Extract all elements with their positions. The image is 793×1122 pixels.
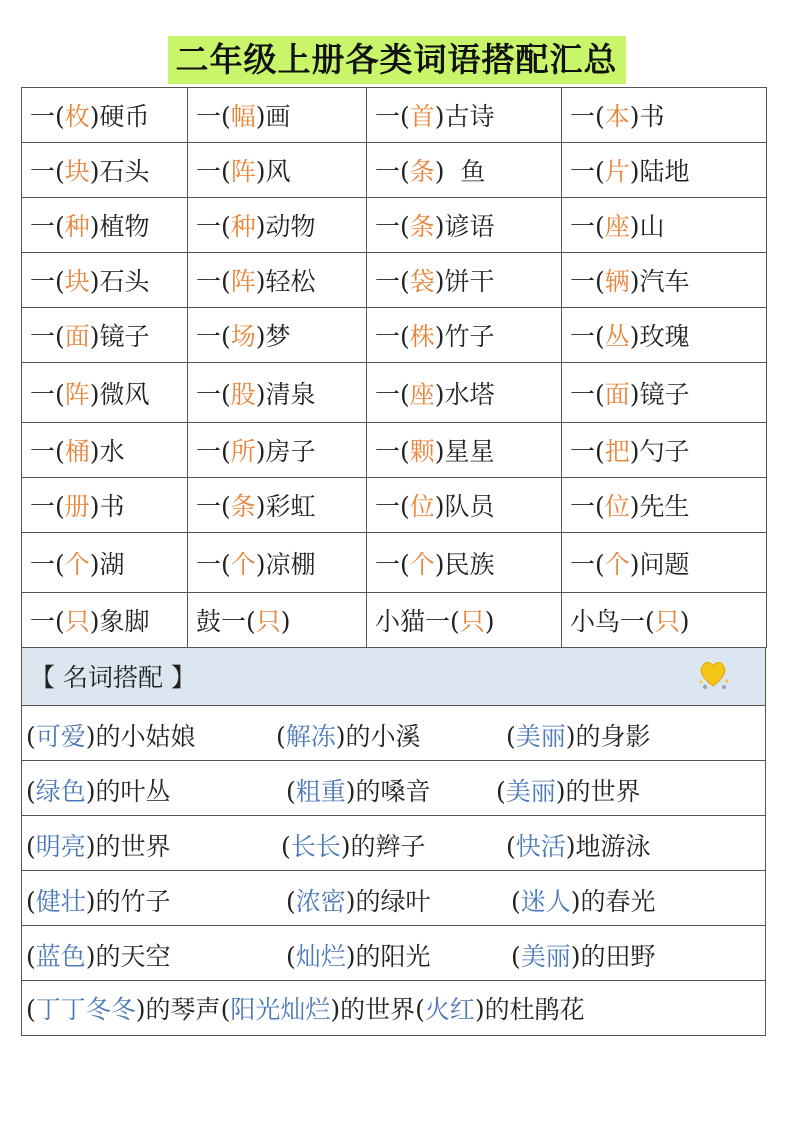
table-cell <box>562 308 767 363</box>
adjective-word: 浓密 <box>295 887 346 916</box>
table-row <box>22 363 767 423</box>
phrase-suffix: )湖 <box>89 549 125 579</box>
phrase-suffix: )玫瑰 <box>629 322 690 351</box>
table-cell <box>188 88 367 143</box>
paren: ( <box>286 777 296 806</box>
measure-word: 块 <box>64 157 90 186</box>
phrase-prefix: 一( <box>196 157 231 186</box>
paren: ) <box>330 995 341 1024</box>
phrase-prefix: 小鸟一( <box>570 607 655 636</box>
paren: ( <box>506 832 516 861</box>
noun-word: 的辫子 <box>350 832 426 861</box>
table-cell <box>22 363 188 423</box>
phrase-prefix: 一( <box>30 379 65 409</box>
phrase-suffix: )石头 <box>89 267 150 296</box>
measure-word: 只 <box>459 607 485 636</box>
table-cell <box>562 198 767 253</box>
phrase-prefix: 一( <box>570 549 605 579</box>
phrase-prefix: 一( <box>570 212 605 241</box>
phrase-prefix: 小猫一( <box>375 607 460 636</box>
measure-word: 个 <box>64 549 90 579</box>
noun-phrase <box>26 882 171 918</box>
measure-word: 辆 <box>604 267 630 296</box>
phrase-suffix: ) <box>679 607 690 636</box>
noun-word: 的琴声 <box>145 995 221 1024</box>
table-cell <box>367 478 562 533</box>
paren: ) <box>335 722 346 751</box>
phrase-suffix: )陆地 <box>629 157 690 186</box>
phrase-suffix: )硬币 <box>89 102 150 131</box>
table-cell <box>188 593 367 648</box>
table-cell <box>562 363 767 423</box>
measure-word: 种 <box>230 212 256 241</box>
noun-word: 的竹子 <box>95 887 171 916</box>
phrase-suffix: )水 <box>89 437 125 466</box>
table-cell <box>188 478 367 533</box>
paren: ) <box>565 722 576 751</box>
table-cell <box>562 253 767 308</box>
noun-phrase <box>415 990 585 1026</box>
adjective-word: 粗重 <box>295 777 346 806</box>
noun-phrase-cell <box>22 706 766 761</box>
paren: ( <box>26 832 36 861</box>
phrase-suffix: )勺子 <box>629 437 690 466</box>
table-row <box>22 423 767 478</box>
measure-word: 个 <box>604 549 630 579</box>
paren: ( <box>26 887 36 916</box>
phrase-prefix: 一( <box>375 549 410 579</box>
phrase-prefix: 一( <box>30 437 65 466</box>
noun-phrase <box>26 827 171 863</box>
noun-phrase <box>496 772 641 808</box>
phrase-prefix: 一( <box>570 437 605 466</box>
phrase-prefix: 一( <box>196 379 231 409</box>
adjective-word: 解冻 <box>285 722 336 751</box>
table-row <box>22 533 767 593</box>
table-cell <box>367 198 562 253</box>
table-row <box>22 871 766 926</box>
table-cell <box>22 88 188 143</box>
table-cell <box>22 308 188 363</box>
table-cell <box>22 478 188 533</box>
phrase-suffix: )竹子 <box>434 322 495 351</box>
noun-word: 的田野 <box>580 942 656 971</box>
phrase-prefix: 一( <box>30 157 65 186</box>
noun-word: 的小溪 <box>345 722 421 751</box>
table-cell <box>188 253 367 308</box>
phrase-suffix: )饼干 <box>434 267 495 296</box>
table-cell <box>367 423 562 478</box>
noun-phrase <box>221 990 416 1026</box>
table-cell <box>22 533 188 593</box>
adjective-word: 迷人 <box>520 887 571 916</box>
adjective-word: 快活 <box>515 832 566 861</box>
paren: ) <box>85 832 96 861</box>
noun-phrase-table <box>21 705 766 1036</box>
table-cell <box>367 308 562 363</box>
phrase-prefix: 一( <box>30 212 65 241</box>
phrase-suffix: ) <box>280 607 291 636</box>
table-cell <box>188 143 367 198</box>
paren: ( <box>26 722 36 751</box>
paren: ) <box>565 832 576 861</box>
noun-phrase <box>511 937 656 973</box>
table-cell <box>562 533 767 593</box>
phrase-suffix: )风 <box>255 157 291 186</box>
table-cell <box>367 533 562 593</box>
table-cell <box>188 198 367 253</box>
noun-phrase-cell <box>22 871 766 926</box>
table-cell <box>367 253 562 308</box>
phrase-suffix: )凉棚 <box>255 549 316 579</box>
phrase-suffix: )微风 <box>89 379 150 409</box>
phrase-prefix: 一( <box>196 549 231 579</box>
page-title: 二年级上册各类词语搭配汇总 <box>168 36 626 84</box>
phrase-prefix: 一( <box>375 322 410 351</box>
phrase-suffix: )镜子 <box>89 322 150 351</box>
phrase-suffix: )古诗 <box>434 102 495 131</box>
table-cell <box>562 593 767 648</box>
phrase-prefix: 一( <box>375 437 410 466</box>
table-row <box>22 253 767 308</box>
measure-word: 只 <box>255 607 281 636</box>
measure-word: 座 <box>409 379 435 409</box>
table-row <box>22 198 767 253</box>
paren: ( <box>286 942 296 971</box>
paren: ( <box>220 995 231 1024</box>
paren: ) <box>85 942 96 971</box>
measure-word: 面 <box>604 379 630 409</box>
phrase-prefix: 一( <box>196 322 231 351</box>
paren: ) <box>85 722 96 751</box>
noun-phrase <box>506 827 651 863</box>
phrase-suffix: )谚语 <box>434 212 495 241</box>
adjective-word: 蓝色 <box>35 942 86 971</box>
adjective-word: 丁丁冬冬 <box>35 995 136 1024</box>
phrase-prefix: 一( <box>196 102 231 131</box>
adjective-word: 健壮 <box>35 887 86 916</box>
adjective-word: 长长 <box>290 832 341 861</box>
phrase-prefix: 一( <box>30 102 65 131</box>
adjective-word: 明亮 <box>35 832 86 861</box>
table-cell <box>562 88 767 143</box>
paren: ( <box>506 722 516 751</box>
phrase-suffix: )星星 <box>434 437 495 466</box>
table-cell <box>562 423 767 478</box>
measure-word: 面 <box>64 322 90 351</box>
paren: ( <box>281 832 291 861</box>
measure-word: 株 <box>409 322 435 351</box>
table-cell <box>188 423 367 478</box>
measure-word: 块 <box>64 267 90 296</box>
paren: ) <box>85 887 96 916</box>
table-cell <box>188 308 367 363</box>
measure-word: 阵 <box>230 157 256 186</box>
measure-word: 阵 <box>230 267 256 296</box>
noun-word: 的小姑娘 <box>95 722 196 751</box>
phrase-prefix: 一( <box>375 492 410 521</box>
measure-word: 幅 <box>230 102 256 131</box>
section-title: 【 名词搭配 】 <box>30 663 196 692</box>
measure-word: 个 <box>409 549 435 579</box>
noun-phrase <box>506 717 651 753</box>
phrase-prefix: 一( <box>375 212 410 241</box>
measure-word: 颗 <box>409 437 435 466</box>
paren: ( <box>511 942 521 971</box>
noun-phrase-cell <box>22 926 766 981</box>
paren: ) <box>570 887 581 916</box>
paren: ( <box>511 887 521 916</box>
phrase-prefix: 一( <box>570 379 605 409</box>
table-cell <box>367 363 562 423</box>
paren: ) <box>340 832 351 861</box>
paren: ( <box>26 995 36 1024</box>
paren: ( <box>276 722 286 751</box>
table-row <box>22 706 766 761</box>
measure-word: 册 <box>64 492 90 521</box>
paren: ) <box>85 777 96 806</box>
phrase-suffix: )汽车 <box>629 267 690 296</box>
noun-phrase <box>26 937 171 973</box>
table-row <box>22 761 766 816</box>
phrase-suffix: )队员 <box>434 492 495 521</box>
table-cell <box>22 198 188 253</box>
phrase-prefix: 一( <box>375 157 410 186</box>
measure-word: 条 <box>409 157 435 186</box>
noun-phrase <box>26 717 196 753</box>
noun-phrase-cell <box>22 981 766 1036</box>
table-cell <box>22 143 188 198</box>
measure-word-table <box>21 87 767 648</box>
noun-phrase <box>26 990 221 1026</box>
phrase-suffix: )梦 <box>255 322 291 351</box>
table-row <box>22 593 767 648</box>
table-row <box>22 308 767 363</box>
phrase-prefix: 一( <box>375 379 410 409</box>
phrase-prefix: 一( <box>196 267 231 296</box>
measure-word: 场 <box>230 322 256 351</box>
paren: ) <box>135 995 146 1024</box>
phrase-prefix: 一( <box>196 492 231 521</box>
phrase-suffix: )问题 <box>629 549 690 579</box>
paren: ( <box>26 942 36 971</box>
phrase-suffix: )民族 <box>434 549 495 579</box>
phrase-prefix: 一( <box>30 607 65 636</box>
paren: ) <box>555 777 566 806</box>
phrase-prefix: 一( <box>570 102 605 131</box>
phrase-suffix: ) 鱼 <box>434 157 486 186</box>
paren: ( <box>415 995 425 1024</box>
noun-word: 的世界 <box>565 777 641 806</box>
measure-word: 丛 <box>604 322 630 351</box>
phrase-suffix: )镜子 <box>629 379 690 409</box>
title-wrap <box>0 36 793 84</box>
noun-phrase-cell <box>22 816 766 871</box>
noun-word: 的世界 <box>95 832 171 861</box>
phrase-prefix: 一( <box>30 267 65 296</box>
table-cell <box>22 253 188 308</box>
phrase-prefix: 一( <box>570 322 605 351</box>
table-row <box>22 926 766 981</box>
table-row <box>22 981 766 1036</box>
phrase-prefix: 一( <box>570 267 605 296</box>
adjective-word: 绿色 <box>35 777 86 806</box>
adjective-word: 美丽 <box>505 777 556 806</box>
noun-phrase <box>286 772 431 808</box>
noun-word: 的春光 <box>580 887 656 916</box>
phrase-prefix: 一( <box>30 549 65 579</box>
phrase-suffix: )彩虹 <box>255 492 316 521</box>
phrase-suffix: )动物 <box>255 212 316 241</box>
phrase-suffix: )植物 <box>89 212 150 241</box>
noun-section-header <box>21 648 766 705</box>
paren: ) <box>345 887 356 916</box>
measure-word: 阵 <box>64 379 90 409</box>
phrase-suffix: )山 <box>629 212 665 241</box>
paren: ( <box>26 777 36 806</box>
measure-word: 种 <box>64 212 90 241</box>
adjective-word: 可爱 <box>35 722 86 751</box>
phrase-suffix: )画 <box>255 102 291 131</box>
measure-word: 只 <box>654 607 680 636</box>
phrase-suffix: )象脚 <box>89 607 150 636</box>
phrase-prefix: 一( <box>570 157 605 186</box>
table-cell <box>367 593 562 648</box>
phrase-suffix: )先生 <box>629 492 690 521</box>
table-cell <box>562 143 767 198</box>
paren: ) <box>570 942 581 971</box>
table-cell <box>22 593 188 648</box>
noun-word: 地游泳 <box>575 832 651 861</box>
adjective-word: 美丽 <box>515 722 566 751</box>
noun-word: 的杜鹃花 <box>484 995 585 1024</box>
table-cell <box>188 363 367 423</box>
table-cell <box>562 478 767 533</box>
measure-word: 枚 <box>64 102 90 131</box>
measure-word: 位 <box>604 492 630 521</box>
table-row <box>22 478 767 533</box>
table-cell <box>22 423 188 478</box>
noun-word: 的阳光 <box>355 942 431 971</box>
phrase-prefix: 鼓一( <box>196 607 256 636</box>
measure-word: 桶 <box>64 437 90 466</box>
phrase-suffix: )清泉 <box>255 379 316 409</box>
measure-word: 片 <box>604 157 630 186</box>
measure-word: 座 <box>604 212 630 241</box>
phrase-suffix: )石头 <box>89 157 150 186</box>
measure-word: 个 <box>230 549 256 579</box>
noun-word: 的绿叶 <box>355 887 431 916</box>
measure-word: 条 <box>409 212 435 241</box>
measure-word: 只 <box>64 607 90 636</box>
phrase-prefix: 一( <box>196 437 231 466</box>
measure-word: 袋 <box>409 267 435 296</box>
heart-sparkle-icon <box>697 656 731 692</box>
phrase-prefix: 一( <box>375 267 410 296</box>
adjective-word: 火红 <box>424 995 475 1024</box>
noun-phrase <box>281 827 426 863</box>
noun-word: 的世界 <box>340 995 416 1024</box>
noun-phrase <box>286 937 431 973</box>
phrase-suffix: )水塔 <box>434 379 495 409</box>
adjective-word: 阳光灿烂 <box>230 995 331 1024</box>
noun-word: 的嗓音 <box>355 777 431 806</box>
noun-phrase <box>286 882 431 918</box>
phrase-suffix: )书 <box>629 102 665 131</box>
table-row <box>22 88 767 143</box>
noun-phrase-cell <box>22 761 766 816</box>
adjective-word: 灿烂 <box>295 942 346 971</box>
noun-phrase <box>511 882 656 918</box>
paren: ) <box>345 777 356 806</box>
measure-word: 首 <box>409 102 435 131</box>
measure-word: 位 <box>409 492 435 521</box>
measure-word: 股 <box>230 379 256 409</box>
phrase-prefix: 一( <box>570 492 605 521</box>
measure-word: 所 <box>230 437 256 466</box>
phrase-prefix: 一( <box>375 102 410 131</box>
measure-word: 本 <box>604 102 630 131</box>
phrase-suffix: )房子 <box>255 437 316 466</box>
paren: ( <box>286 887 296 916</box>
paren: ) <box>345 942 356 971</box>
paren: ( <box>496 777 506 806</box>
adjective-word: 美丽 <box>520 942 571 971</box>
noun-phrase <box>276 717 421 753</box>
table-cell <box>188 533 367 593</box>
noun-word: 的叶丛 <box>95 777 171 806</box>
phrase-suffix: ) <box>484 607 495 636</box>
measure-word: 条 <box>230 492 256 521</box>
phrase-prefix: 一( <box>30 322 65 351</box>
table-cell <box>367 143 562 198</box>
paren: ) <box>474 995 485 1024</box>
table-cell <box>367 88 562 143</box>
measure-word: 把 <box>604 437 630 466</box>
phrase-suffix: )书 <box>89 492 125 521</box>
phrase-prefix: 一( <box>196 212 231 241</box>
noun-word: 的天空 <box>95 942 171 971</box>
table-row <box>22 143 767 198</box>
table-row <box>22 816 766 871</box>
phrase-suffix: )轻松 <box>255 267 316 296</box>
phrase-prefix: 一( <box>30 492 65 521</box>
noun-word: 的身影 <box>575 722 651 751</box>
noun-phrase <box>26 772 171 808</box>
